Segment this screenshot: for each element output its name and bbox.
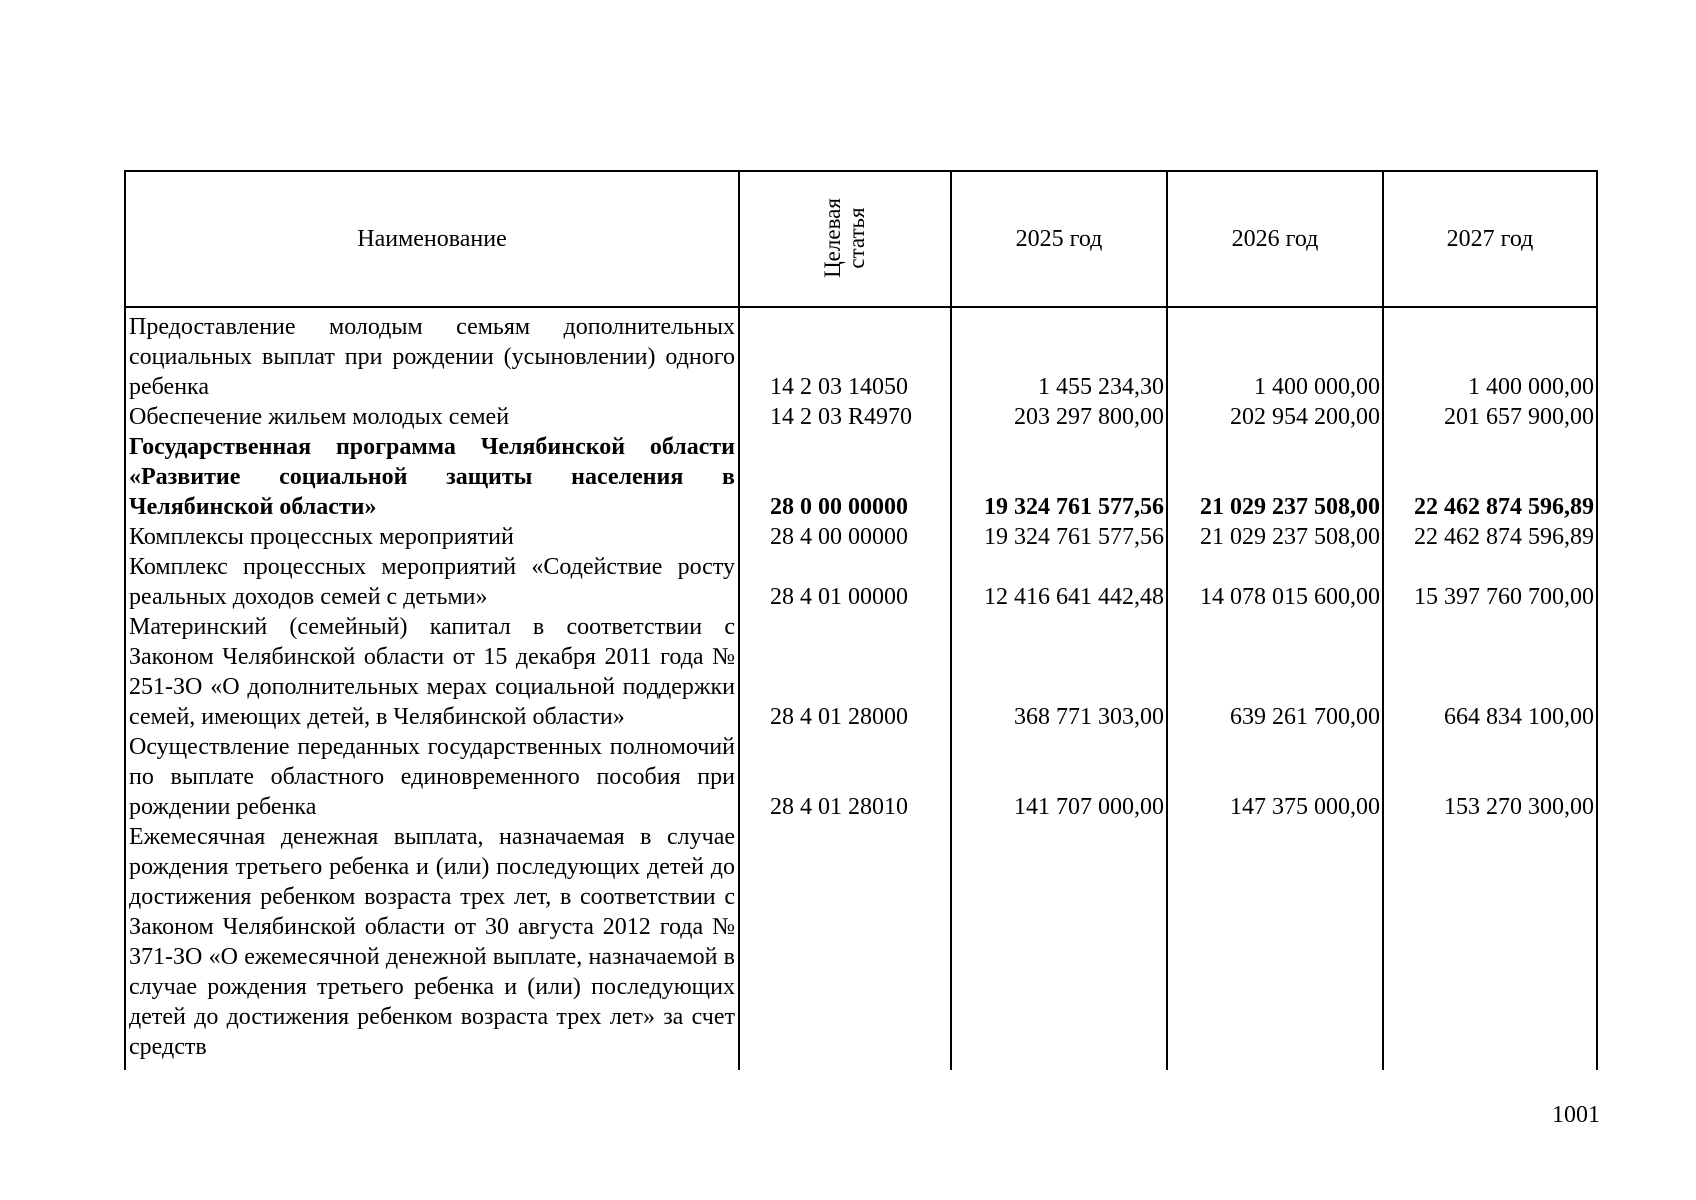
table-row — [125, 552, 1597, 612]
row-value-2025: 141 707 000,00 — [951, 732, 1167, 822]
header-target-article-text — [821, 198, 869, 278]
row-value-2027: 22 462 874 596,89 — [1383, 432, 1597, 522]
row-name: Обеспечение жильем молодых семей — [125, 402, 739, 432]
row-value-2027 — [1383, 822, 1597, 1070]
row-value-2027: 201 657 900,00 — [1383, 402, 1597, 432]
row-value-2025: 19 324 761 577,56 — [951, 522, 1167, 552]
header-name: Наименование — [125, 171, 739, 307]
row-name: Государственная программа Челябинской области «Развитие социальной защиты населения в Челябинской области» — [125, 432, 739, 522]
header-year-2026: 2026 год — [1167, 171, 1383, 307]
row-name: Комплексы процессных мероприятий — [125, 522, 739, 552]
header-year-2027: 2027 год — [1383, 171, 1597, 307]
row-value-2027: 22 462 874 596,89 — [1383, 522, 1597, 552]
row-value-2026: 21 029 237 508,00 — [1167, 432, 1383, 522]
table-row — [125, 307, 1597, 402]
header-target-article — [739, 171, 951, 307]
page-number: 1001 — [1552, 1102, 1600, 1128]
table-row — [125, 522, 1597, 552]
row-value-2026: 21 029 237 508,00 — [1167, 522, 1383, 552]
table-row — [125, 432, 1597, 522]
budget-table — [124, 170, 1598, 1070]
row-value-2026: 639 261 700,00 — [1167, 612, 1383, 732]
row-code: 28 4 00 00000 — [739, 522, 951, 552]
row-value-2026: 1 400 000,00 — [1167, 307, 1383, 402]
table-row — [125, 402, 1597, 432]
row-code: 14 2 03 R4970 — [739, 402, 951, 432]
row-value-2027: 15 397 760 700,00 — [1383, 552, 1597, 612]
row-code: 28 4 01 28010 — [739, 732, 951, 822]
row-name: Комплекс процессных мероприятий «Содействие росту реальных доходов семей с детьми» — [125, 552, 739, 612]
row-name: Предоставление молодым семьям дополнительных социальных выплат при рождении (усыновлении) одного ребенка — [125, 307, 739, 402]
row-value-2027: 664 834 100,00 — [1383, 612, 1597, 732]
table-row — [125, 612, 1597, 732]
row-code: 14 2 03 14050 — [739, 307, 951, 402]
row-value-2026: 14 078 015 600,00 — [1167, 552, 1383, 612]
row-code — [739, 822, 951, 1070]
row-value-2025 — [951, 822, 1167, 1070]
row-value-2025: 1 455 234,30 — [951, 307, 1167, 402]
row-name: Материнский (семейный) капитал в соответствии с Законом Челябинской области от 15 декабря 2011 года № 251-ЗО «О дополнительных мерах социальной поддержки семей, имеющих детей, в Челябинской области» — [125, 612, 739, 732]
row-name: Осуществление переданных государственных полномочий по выплате областного единовременного пособия при рождении ребенка — [125, 732, 739, 822]
row-value-2026 — [1167, 822, 1383, 1070]
row-value-2025: 203 297 800,00 — [951, 402, 1167, 432]
header-target-line2: статья — [843, 207, 869, 269]
row-value-2025: 368 771 303,00 — [951, 612, 1167, 732]
row-code: 28 0 00 00000 — [739, 432, 951, 522]
row-value-2027: 1 400 000,00 — [1383, 307, 1597, 402]
row-value-2027: 153 270 300,00 — [1383, 732, 1597, 822]
header-year-2025: 2025 год — [951, 171, 1167, 307]
budget-table-container — [124, 170, 1596, 1070]
row-value-2026: 202 954 200,00 — [1167, 402, 1383, 432]
table-row — [125, 732, 1597, 822]
row-value-2025: 12 416 641 442,48 — [951, 552, 1167, 612]
row-value-2026: 147 375 000,00 — [1167, 732, 1383, 822]
header-target-line1: Целевая — [819, 198, 845, 278]
table-row — [125, 822, 1597, 1070]
table-header-row — [125, 171, 1597, 307]
row-name: Ежемесячная денежная выплата, назначаемая в случае рождения третьего ребенка и (или) последующих детей до достижения ребенком возраста трех лет, в соответствии с Законом Челябинской области от 30 августа 2012 года № 371-ЗО «О ежемесячной денежной выплате, назначаемой в случае рождения третьего ребенка и (или) последующих детей до достижения ребенком возраста трех лет» за счет средств — [125, 822, 739, 1070]
row-code: 28 4 01 00000 — [739, 552, 951, 612]
row-value-2025: 19 324 761 577,56 — [951, 432, 1167, 522]
row-code: 28 4 01 28000 — [739, 612, 951, 732]
